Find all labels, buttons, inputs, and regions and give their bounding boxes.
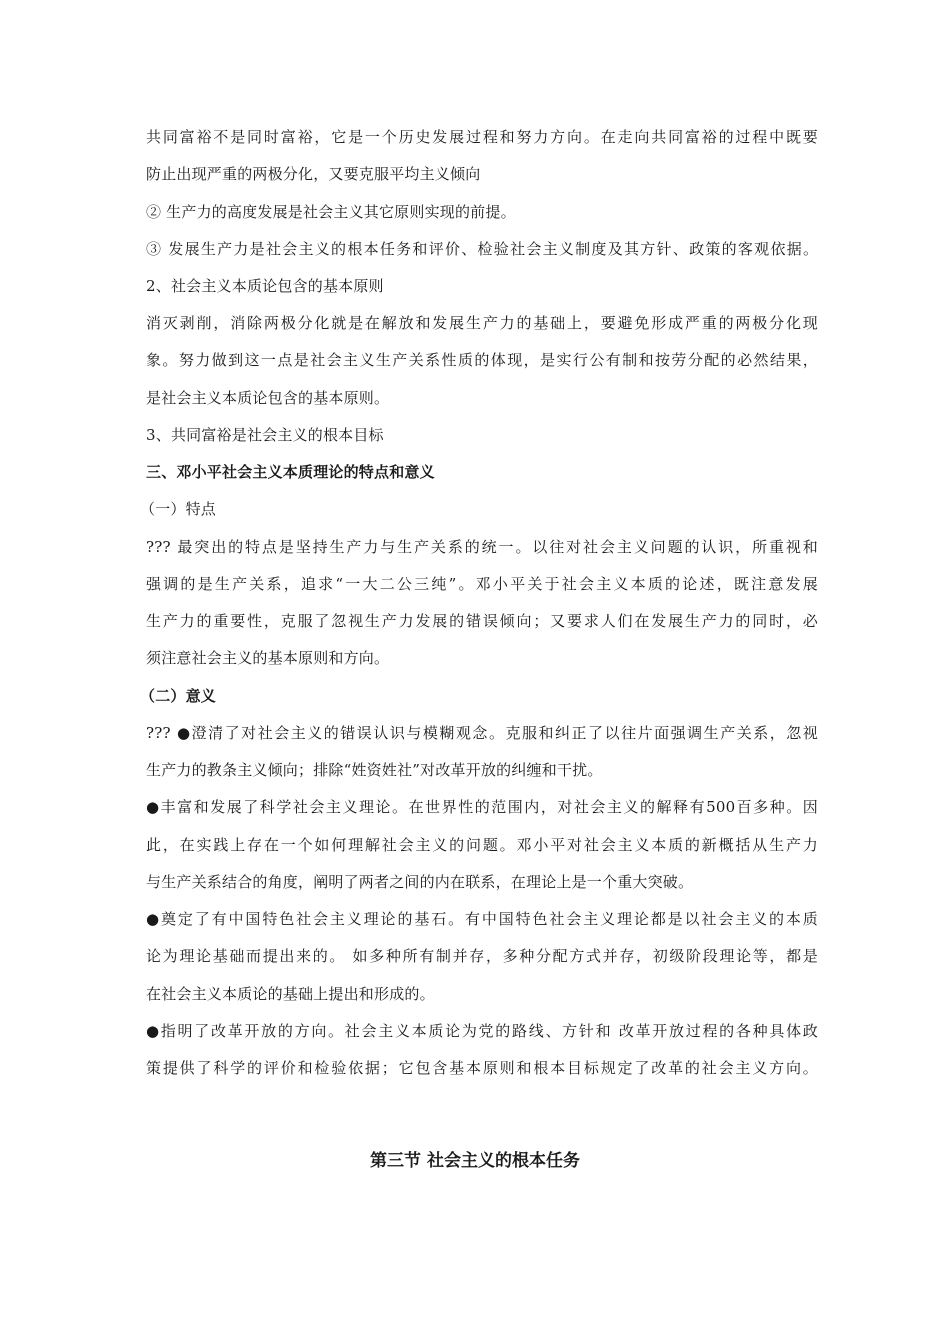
paragraph-line: 生产力的重要性，克服了忽视生产力发展的错误倾向；又要求人们在发展生产力的同时，必 (146, 612, 818, 630)
paragraph-line: ③ 发展生产力是社会主义的根本任务和评价、检验社会主义制度及其方针、政策的客观依据。 (146, 240, 818, 258)
paragraph-line: 与生产关系结合的角度，阐明了两者之间的内在联系，在理论上是一个重大突破。 (146, 873, 694, 891)
paragraph-line: ??? ●澄清了对社会主义的错误认识与模糊观念。克服和纠正了以往片面强调生产关系，忽视 (146, 724, 818, 742)
paragraph-line: 强调的是生产关系，追求“一大二公三纯”。邓小平关于社会主义本质的论述，既注意发展 (146, 575, 818, 593)
section-heading: 三、邓小平社会主义本质理论的特点和意义 (146, 463, 435, 481)
paragraph-line: 共同富裕不是同时富裕，它是一个历史发展过程和努力方向。在走向共同富裕的过程中既要 (146, 128, 818, 146)
list-heading: 3、共同富裕是社会主义的根本目标 (146, 426, 384, 444)
paragraph-line: ●指明了改革开放的方向。社会主义本质论为党的路线、方针和 改革开放过程的各种具体政 (146, 1022, 818, 1040)
paragraph-line: 策提供了科学的评价和检验依据；它包含基本原则和根本目标规定了改革的社会主义方向。 (146, 1059, 818, 1077)
paragraph-line: 象。努力做到这一点是社会主义生产关系性质的体现，是实行公有制和按劳分配的必然结果， (146, 351, 818, 369)
paragraph-line: 此，在实践上存在一个如何理解社会主义的问题。邓小平对社会主义本质的新概括从生产力 (146, 836, 818, 854)
paragraph-line: 在社会主义本质论的基础上提出和形成的。 (146, 985, 435, 1003)
paragraph-line: ② 生产力的高度发展是社会主义其它原则实现的前提。 (146, 203, 516, 221)
paragraph-line: ●奠定了有中国特色社会主义理论的基石。有中国特色社会主义理论都是以社会主义的本质 (146, 910, 818, 928)
paragraph-line: ??? 最突出的特点是坚持生产力与生产关系的统一。以往对社会主义问题的认识，所重视和 (146, 538, 818, 556)
paragraph-line: 消灭剥削，消除两极分化就是在解放和发展生产力的基础上，要避免形成严重的两极分化现 (146, 314, 818, 332)
list-heading: 2、社会主义本质论包含的基本原则 (146, 277, 384, 295)
paragraph-line: 须注意社会主义的基本原则和方向。 (146, 649, 390, 667)
subsection-heading: （二）意义 (140, 687, 217, 705)
paragraph-line: 生产力的教条主义倾向；排除“姓资姓社”对改革开放的纠缠和干扰。 (146, 761, 603, 779)
paragraph-line: 防止出现严重的两极分化，又要克服平均主义倾向 (146, 165, 481, 183)
paragraph-line: 论为理论基础而提出来的。 如多种所有制并存，多种分配方式并存，初级阶段理论等，都是 (146, 947, 818, 965)
chapter-section-title: 第三节 社会主义的根本任务 (370, 1151, 580, 1171)
subsection-heading: （一）特点 (140, 500, 217, 518)
paragraph-line: ●丰富和发展了科学社会主义理论。在世界性的范围内，对社会主义的解释有500百多种。因 (146, 798, 818, 816)
paragraph-line: 是社会主义本质论包含的基本原则。 (146, 389, 390, 407)
